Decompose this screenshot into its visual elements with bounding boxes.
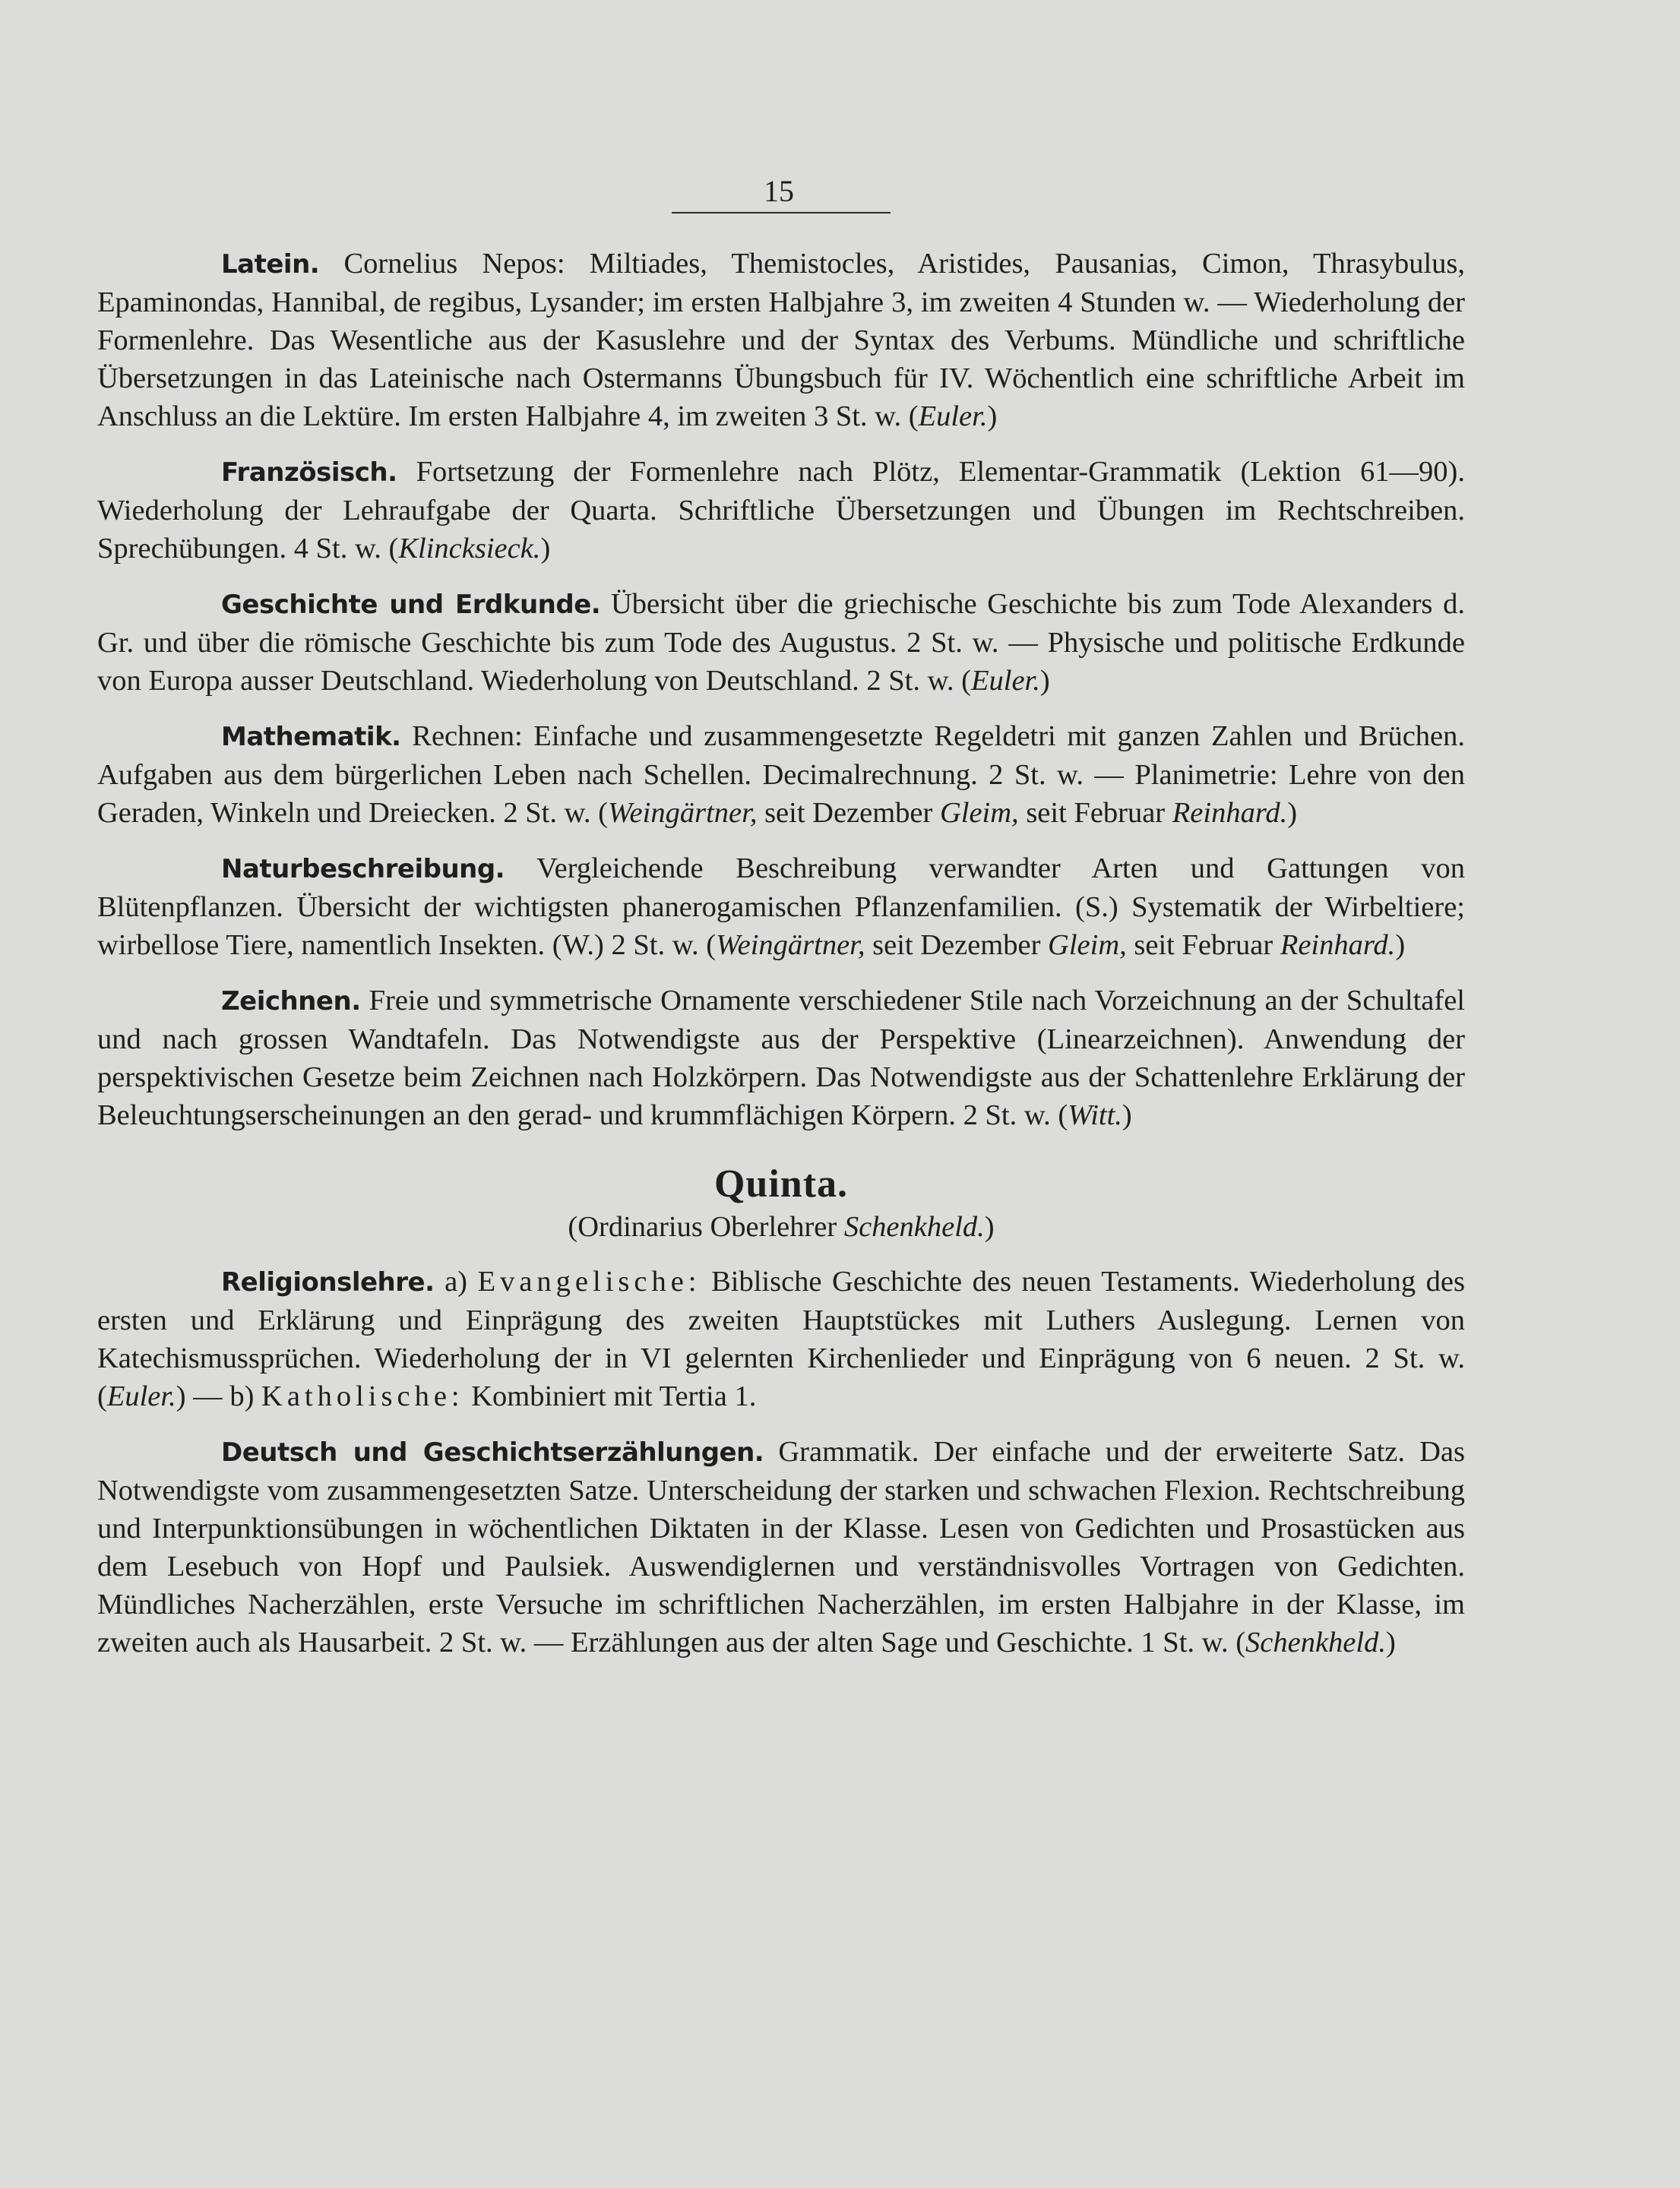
paragraph-geschichte-erdkunde: [97, 585, 1465, 700]
paragraph-text: seit Februar: [1126, 929, 1280, 961]
closing-paren: ): [1395, 929, 1406, 961]
subject-heading: Zeichnen.: [221, 986, 361, 1017]
denomination-label: Katholische:: [261, 1380, 464, 1412]
teacher-name: Reinhard.: [1280, 929, 1396, 961]
teacher-name: Euler.: [106, 1380, 176, 1412]
subject-heading: Naturbeschreibung.: [221, 854, 505, 884]
teacher-name: Euler.: [971, 665, 1040, 697]
ordinarius-line: [97, 1208, 1465, 1246]
teacher-name: Gleim,: [939, 797, 1019, 829]
paragraph-text: Vergleichende Beschreibung verwandter Arten und Gattungen von Blütenpflanzen. Übersicht der wichtigsten phanerogamischen Pflanzenfamilien. (S.) Systematik der Wirbeltiere; wirbellose Tiere, namentlich Insekten. (W.) 2 St. w. (: [97, 852, 1465, 961]
paragraph-text: Biblische Geschichte des neuen Testaments. Wiederholung des ersten und Erklärung und Einprägung des zweiten Hauptstückes mit Luthers Auslegung. Lernen von Katechismussprüchen. Wiederholung der in VI gelernten Kirchenlieder und Einprägung von 6 neuen. 2 St. w. (: [97, 1266, 1466, 1412]
part-label: b): [229, 1380, 255, 1412]
ordinarius-prefix: (Ordinarius Oberlehrer: [568, 1211, 844, 1243]
paragraph-naturbeschreibung: [97, 849, 1465, 964]
subject-heading: Mathematik.: [221, 722, 401, 752]
subject-heading: Religionslehre.: [221, 1267, 435, 1298]
section-title: Quinta.: [713, 1162, 849, 1206]
closing-paren: ): [1385, 1627, 1396, 1658]
teacher-name: Weingärtner,: [608, 797, 758, 829]
closing-paren: ) —: [176, 1380, 223, 1412]
paragraph-text: Rechnen: Einfache und zusammengesetzte Regeldetri mit ganzen Zahlen und Brüchen. Aufgaben aus dem bürgerlichen Leben nach Schellen. Decimalrechnung. 2 St. w. — Planimetrie: Lehre von den Geraden, Winkeln und Dreiecken. 2 St. w. (: [97, 720, 1466, 829]
paragraph-text: Freie und symmetrische Ornamente verschiedener Stile nach Vorzeichnung an der Schultafel und nach grossen Wandtafeln. Das Notwendigste aus der Perspektive (Linearzeichnen). Anwendung der perspektivischen Gesetze beim Zeichnen nach Holzkörpern. Das Notwendigste aus der Schattenlehre Erklärung der Beleuchtungserscheinungen an den gerad- und krummflächigen Körpern. 2 St. w. (: [97, 985, 1466, 1131]
subject-heading: Geschichte und Erdkunde.: [221, 590, 601, 620]
teacher-name: Euler.: [918, 400, 988, 432]
teacher-name: Schenkheld.: [1245, 1627, 1386, 1658]
paragraph-religionslehre: [97, 1263, 1465, 1415]
teacher-name: Gleim,: [1048, 929, 1127, 961]
header-rule: [672, 212, 891, 213]
paragraph-text: Cornelius Nepos: Miltiades, Themistocles, Aristides, Pausanias, Cimon, Thrasybulus, Epaminondas, Hannibal, de regibus, Lysander; im ersten Halbjahre 3, im zweiten 4 Stunden w. — Wiederholung der Formenlehre. Das Wesentliche aus der Kasuslehre und der Syntax des Verbums. Mündliche und schriftliche Übersetzungen in das Lateinische nach Ostermanns Übungsbuch für IV. Wöchentlich eine schriftliche Arbeit im Anschluss an die Lektüre. Im ersten Halbjahre 4, im zweiten 3 St. w. (: [97, 248, 1466, 432]
closing-paren: ): [540, 533, 551, 564]
denomination-label: Evangelische:: [477, 1266, 701, 1298]
closing-paren: ): [987, 400, 998, 432]
paragraph-text: Kombiniert mit Tertia 1.: [471, 1380, 757, 1412]
paragraph-text: Fortsetzung der Formenlehre nach Plötz, Elementar-Grammatik (Lektion 61—90). Wiederholung der Lehraufgabe der Quarta. Schriftliche Übersetzungen und Übungen im Rechtschreiben. Sprechübungen. 4 St. w. (: [97, 456, 1466, 564]
closing-paren: ): [984, 1211, 995, 1243]
teacher-name: Witt.: [1068, 1099, 1122, 1131]
paragraph-text: seit Dezember: [757, 797, 940, 829]
closing-paren: ): [1287, 797, 1298, 829]
closing-paren: ): [1122, 1099, 1132, 1131]
teacher-name: Weingärtner,: [716, 929, 865, 961]
paragraph-text: seit Dezember: [865, 929, 1049, 961]
paragraph-zeichnen: [97, 982, 1465, 1134]
part-label: a): [445, 1266, 467, 1298]
paragraph-text: Übersicht über die griechische Geschichte bis zum Tode Alexanders d. Gr. und über die römische Geschichte bis zum Tode des Augustus. 2 St. w. — Physische und politische Erdkunde von Europa ausser Deutschland. Wiederholung von Deutschland. 2 St. w. (: [97, 588, 1465, 697]
paragraph-text: Grammatik. Der einfache und der erweiterte Satz. Das Notwendigste vom zusammengesetzten Satze. Unterscheidung der starken und schwachen Flexion. Rechtschreibung und Interpunktionsübungen in wöchentlichen Diktaten in der Klasse. Lesen von Gedichten und Prosastücken aus dem Lesebuch von Hopf und Paulsiek. Auswendiglernen und verständnisvolles Vortragen von Gedichten. Mündliches Nacherzählen, erste Versuche im schriftlichen Nacherzählen, im ersten Halbjahre in der Klasse, im zweiten auch als Hausarbeit. 2 St. w. — Erzählungen aus der alten Sage und Geschichte. 1 St. w. (: [97, 1436, 1466, 1658]
subject-heading: Deutsch und Geschichtserzählungen.: [221, 1437, 764, 1468]
ordinarius-name: Schenkheld.: [843, 1211, 985, 1243]
teacher-name: Reinhard.: [1172, 797, 1288, 829]
paragraph-mathematik: [97, 717, 1465, 832]
subject-heading: Französisch.: [221, 457, 397, 488]
closing-paren: ): [1039, 665, 1050, 697]
paragraph-text: seit Februar: [1018, 797, 1172, 829]
subject-heading: Latein.: [221, 249, 320, 280]
teacher-name: Klincksieck.: [398, 533, 541, 564]
paragraph-deutsch: [97, 1433, 1465, 1662]
paragraph-franzoesisch: [97, 453, 1465, 568]
paragraph-latein: [97, 245, 1465, 435]
page-number: 15: [764, 174, 794, 208]
page-body: [97, 245, 1465, 1679]
